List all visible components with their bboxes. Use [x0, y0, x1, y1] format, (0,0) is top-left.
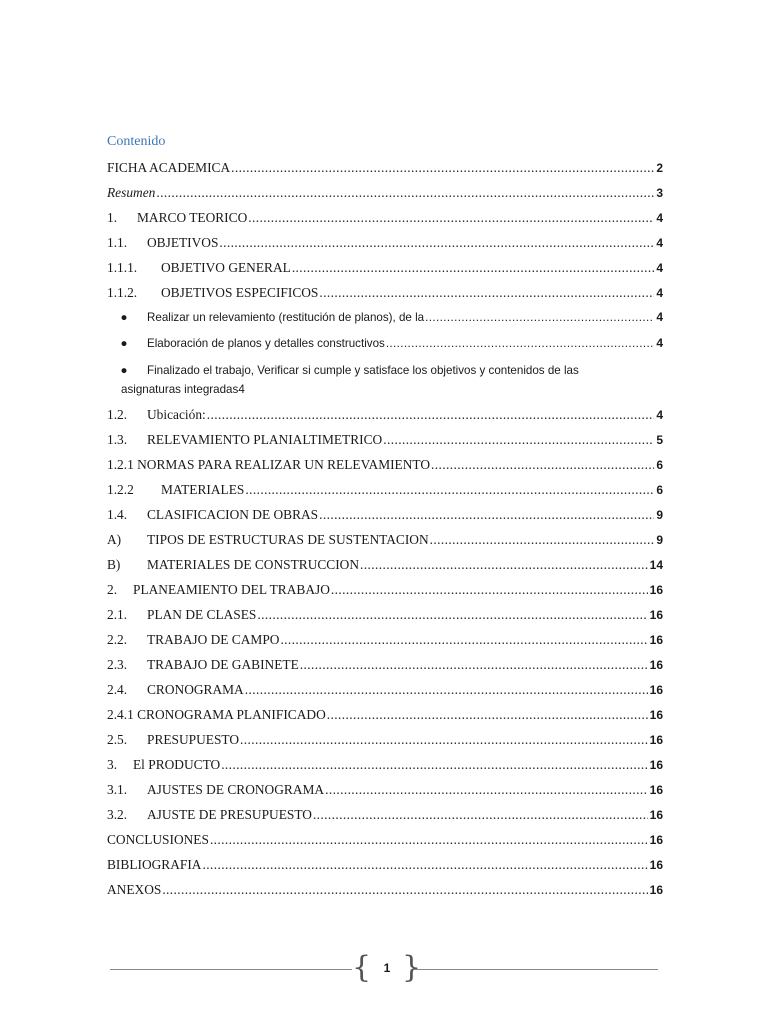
- toc-entry-number: A): [107, 532, 122, 547]
- toc-entry[interactable]: [107, 757, 663, 782]
- toc-entry-number: 1.1.: [107, 235, 128, 250]
- toc-entry-number: 2.5.: [107, 732, 128, 747]
- left-brace-icon: {: [352, 950, 372, 985]
- dot-leader: [386, 337, 655, 350]
- toc-entry-page: 16: [649, 608, 663, 622]
- dot-leader: [162, 882, 647, 898]
- dot-leader: [210, 832, 648, 848]
- dot-leader: [300, 657, 648, 673]
- dot-leader: [245, 682, 648, 698]
- toc-entry-title: 2.4.1 CRONOGRAMA PLANIFICADO: [107, 707, 326, 722]
- toc-entry[interactable]: [107, 857, 663, 882]
- dot-leader: [240, 732, 648, 748]
- toc-entry[interactable]: [107, 807, 663, 832]
- toc-entry[interactable]: [107, 832, 663, 857]
- toc-entry-page: 5: [656, 433, 663, 447]
- toc-entry-page: 4: [656, 211, 663, 225]
- toc-entry-title: FICHA ACADEMICA: [107, 160, 231, 175]
- toc-entry-page: 16: [649, 683, 663, 697]
- toc-entry-number: 1.1.2.: [107, 285, 138, 300]
- toc-entry-number: 2.2.: [107, 632, 128, 647]
- toc-entry-page: 6: [656, 458, 663, 472]
- toc-entry-title: RELEVAMIENTO PLANIALTIMETRICO: [147, 432, 383, 447]
- toc-entry-title: PLANEAMIENTO DEL TRABAJO: [133, 582, 330, 597]
- toc-bullet-entry[interactable]: [107, 362, 663, 407]
- toc-entry[interactable]: [107, 707, 663, 732]
- toc-entry-title: MATERIALES: [161, 482, 245, 497]
- toc-entry-page: 16: [649, 783, 663, 797]
- dot-leader: [219, 235, 654, 251]
- toc-entry-number: 1.4.: [107, 507, 128, 522]
- dot-leader: [431, 457, 654, 473]
- toc-entry-number: 1.3.: [107, 432, 128, 447]
- toc-entry[interactable]: [107, 632, 663, 657]
- toc-entry[interactable]: [107, 782, 663, 807]
- toc-entry[interactable]: [107, 407, 663, 432]
- bullet-icon: ●: [120, 311, 128, 324]
- footer-rule-left: [110, 969, 352, 970]
- toc-entry-title: Elaboración de planos y detalles constructivos: [147, 337, 385, 350]
- dot-leader: [430, 532, 655, 548]
- toc-entry-number: 1.1.1.: [107, 260, 138, 275]
- toc-entry[interactable]: [107, 507, 663, 532]
- toc-entry-page: 4: [238, 383, 245, 396]
- toc-entry[interactable]: [107, 482, 663, 507]
- toc-entry-page: 16: [649, 658, 663, 672]
- toc-entry-title: OBJETIVO GENERAL: [161, 260, 291, 275]
- toc-entry[interactable]: [107, 682, 663, 707]
- dot-leader: [319, 507, 654, 523]
- toc-entry-number: 2.1.: [107, 607, 128, 622]
- toc-entry-title: TRABAJO DE CAMPO: [147, 632, 280, 647]
- toc-entry-title: CLASIFICACION DE OBRAS: [147, 507, 319, 522]
- toc-entry-title: Realizar un relevamiento (restitución de planos), de la: [147, 311, 425, 324]
- dot-leader: [245, 482, 654, 498]
- dot-leader: [202, 857, 647, 873]
- toc-entry-number: 3.2.: [107, 807, 128, 822]
- toc-entry[interactable]: [107, 557, 663, 582]
- footer-rule-right: [414, 969, 658, 970]
- toc-entry-title: OBJETIVOS: [147, 235, 219, 250]
- dot-leader: [383, 432, 654, 448]
- toc-entry[interactable]: [107, 432, 663, 457]
- toc-entry-number: 1.2.: [107, 407, 128, 422]
- dot-leader: [231, 160, 654, 176]
- dot-leader: [292, 260, 655, 276]
- toc-entry-number: 2.4.: [107, 682, 128, 697]
- toc-entry-title: Finalizado el trabajo, Verificar si cumple y satisface los objetivos y contenidos de las: [147, 364, 579, 377]
- toc-entry-number: B): [107, 557, 121, 572]
- toc-bullet-entry[interactable]: [107, 310, 663, 336]
- toc-entry-page: 9: [656, 533, 663, 547]
- dot-leader: [207, 407, 655, 423]
- dot-leader: [280, 632, 647, 648]
- toc-entry-title: TIPOS DE ESTRUCTURAS DE SUSTENTACION: [147, 532, 429, 547]
- toc-entry-number: 1.: [107, 210, 118, 225]
- toc-entry-title: El PRODUCTO: [133, 757, 221, 772]
- toc-entry[interactable]: [107, 532, 663, 557]
- toc-entry-page: 4: [656, 286, 663, 300]
- dot-leader: [331, 582, 648, 598]
- toc-entry-title: CONCLUSIONES: [107, 832, 209, 847]
- toc-entry-title: Ubicación:: [147, 407, 206, 422]
- toc-entry-title: ANEXOS: [107, 882, 162, 897]
- toc-entry-page: 6: [656, 483, 663, 497]
- dot-leader: [319, 285, 654, 301]
- dot-leader: [248, 210, 654, 226]
- toc-entry[interactable]: [107, 882, 663, 907]
- toc-entry[interactable]: [107, 160, 663, 185]
- toc-entry-number: 2.: [107, 582, 118, 597]
- toc-entry-title: AJUSTE DE PRESUPUESTO: [147, 807, 312, 822]
- toc-entry-page: 16: [649, 833, 663, 847]
- toc-entry-title: MATERIALES DE CONSTRUCCION: [147, 557, 360, 572]
- page-number: 1: [383, 961, 391, 975]
- dot-leader: [156, 185, 654, 201]
- toc-bullet-entry[interactable]: [107, 336, 663, 362]
- toc-entry-page: 4: [656, 408, 663, 422]
- toc-entry-page: 4: [656, 261, 663, 275]
- toc-entry-title: Resumen: [107, 185, 156, 200]
- toc-entry-number: 2.3.: [107, 657, 128, 672]
- toc-entry-page: 16: [649, 733, 663, 747]
- toc-entry-title: 1.2.1 NORMAS PARA REALIZAR UN RELEVAMIENTO: [107, 457, 431, 472]
- toc-entry[interactable]: [107, 457, 663, 482]
- dot-leader: [425, 311, 654, 324]
- page-footer: [110, 952, 658, 986]
- dot-leader: [327, 707, 648, 723]
- toc-entry[interactable]: [107, 285, 663, 310]
- toc-entry[interactable]: [107, 235, 663, 260]
- toc-entry-title: OBJETIVOS ESPECIFICOS: [161, 285, 319, 300]
- toc-entry-page: 16: [649, 808, 663, 822]
- dot-leader: [360, 557, 648, 573]
- toc-entry-page: 16: [649, 858, 663, 872]
- toc-entry-page: 16: [649, 633, 663, 647]
- dot-leader: [257, 607, 647, 623]
- bullet-icon: ●: [120, 364, 128, 377]
- toc-entry[interactable]: [107, 732, 663, 757]
- toc-entry-number: 1.2.2: [107, 482, 134, 497]
- toc-entry[interactable]: [107, 582, 663, 607]
- dot-leader: [313, 807, 648, 823]
- toc-entry[interactable]: [107, 607, 663, 632]
- toc-entry-title: BIBLIOGRAFIA: [107, 857, 202, 872]
- toc-entry-page: 4: [656, 236, 663, 250]
- toc-entry-page: 16: [649, 583, 663, 597]
- toc-entry-number: 3.1.: [107, 782, 128, 797]
- toc-entry-page: 4: [656, 336, 663, 350]
- toc-entry[interactable]: [107, 210, 663, 235]
- toc-entry[interactable]: [107, 185, 663, 210]
- toc-entry-number: 3.: [107, 757, 118, 772]
- bullet-icon: ●: [120, 337, 128, 350]
- toc-entry-page: 14: [649, 558, 663, 572]
- toc-entry-page: 4: [656, 310, 663, 324]
- toc-entry-page: 16: [649, 708, 663, 722]
- toc-entry-page: 16: [649, 758, 663, 772]
- toc-entry-title-continued: asignaturas integradas: [121, 383, 239, 396]
- toc-entry-page: 9: [656, 508, 663, 522]
- toc-entry-title: CRONOGRAMA: [147, 682, 244, 697]
- toc-entry-title: PLAN DE CLASES: [147, 607, 257, 622]
- dot-leader: [221, 757, 647, 773]
- toc-entry[interactable]: [107, 260, 663, 285]
- toc-entry-title: AJUSTES DE CRONOGRAMA: [147, 782, 325, 797]
- toc-entry[interactable]: [107, 657, 663, 682]
- toc-entry-title: MARCO TEORICO: [137, 210, 248, 225]
- toc-entry-page: 2: [656, 161, 663, 175]
- toc-entry-title: TRABAJO DE GABINETE: [147, 657, 299, 672]
- dot-leader: [325, 782, 648, 798]
- right-brace-icon: }: [402, 950, 422, 985]
- toc-heading: Contenido: [107, 134, 166, 149]
- toc-entry-page: 3: [656, 186, 663, 200]
- toc-entry-page: 16: [649, 883, 663, 897]
- toc-entry-title: PRESUPUESTO: [147, 732, 240, 747]
- table-of-contents: [107, 160, 663, 907]
